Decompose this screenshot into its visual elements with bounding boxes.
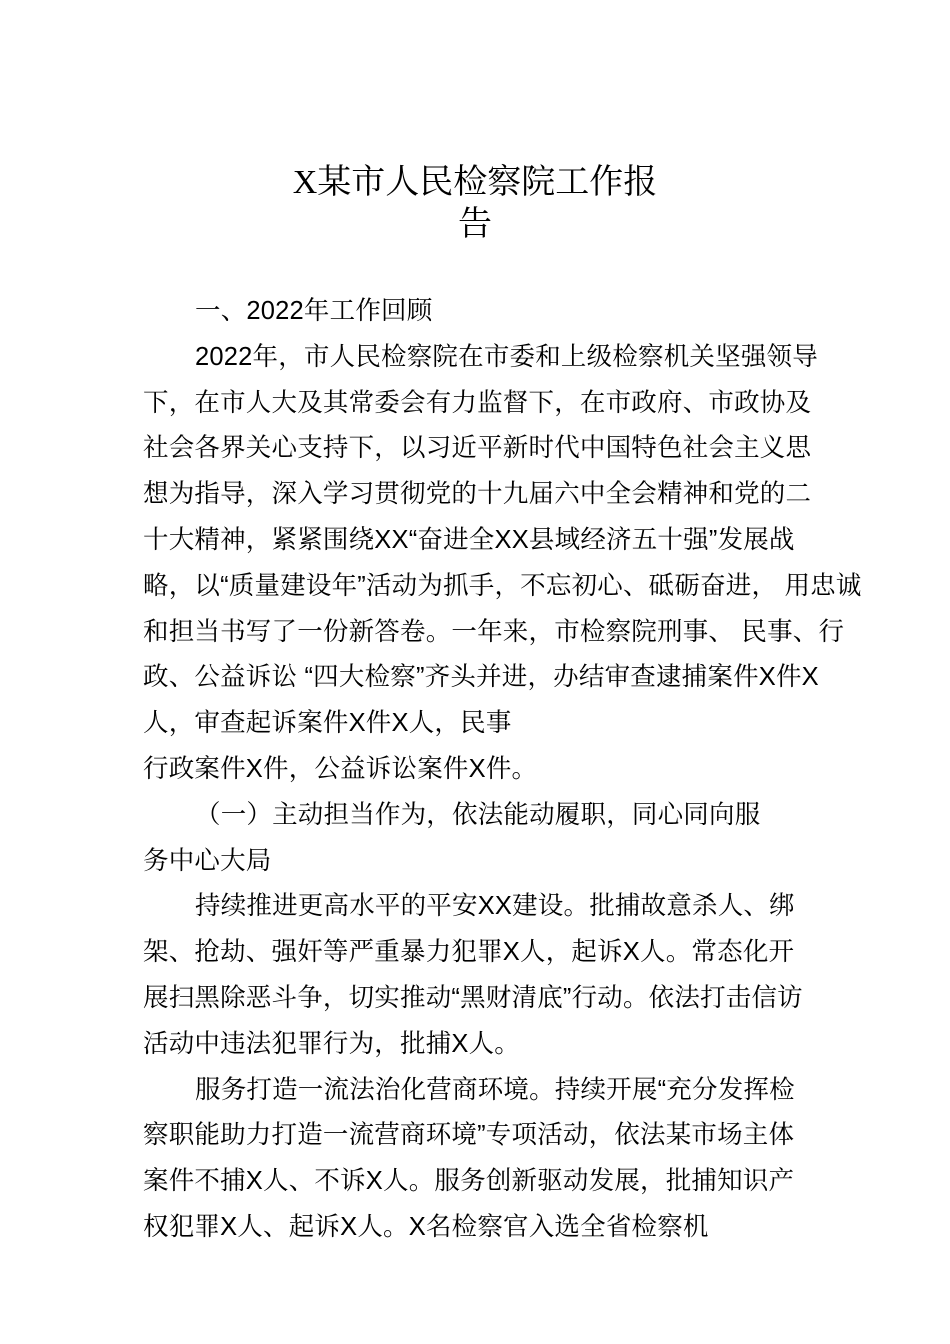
paragraph-line: 架、抢劫、强奸等严重暴力犯罪X人，起诉X人。常态化开 xyxy=(143,938,795,967)
paragraph-line: 想为指导，深入学习贯彻党的十九届六中全会精神和党的二 xyxy=(143,480,812,509)
paragraph-line: 2022年，市人民检察院在市委和上级检察机关坚强领导 xyxy=(195,342,818,371)
subsection-heading-cont: 务中心大局 xyxy=(143,846,272,875)
paragraph-line: 案件不捕X人、不诉X人。服务创新驱动发展，批捕知识产 xyxy=(143,1167,795,1196)
document-title-line-2: 告 xyxy=(458,206,492,243)
paragraph-line: 下，在市人大及其常委会有力监督下，在市政府、市政协及 xyxy=(143,388,812,417)
paragraph-line: 政、公益诉讼 “四大检察”齐头并进，办结审查逮捕案件X件X xyxy=(143,663,819,692)
paragraph-line: 服务打造一流法治化营商环境。持续开展“充分发挥检 xyxy=(195,1075,795,1104)
paragraph-line: 权犯罪X人、起诉X人。X名检察官入选全省检察机 xyxy=(143,1212,709,1241)
paragraph-line: 十大精神，紧紧围绕XX“奋进全XX县域经济五十强”发展战 xyxy=(143,525,795,554)
paragraph-line: 持续推进更高水平的平安XX建设。批捕故意杀人、绑 xyxy=(195,892,795,921)
paragraph-line: 和担当书写了一份新答卷。一年来，市检察院刑事、 民事、行 xyxy=(143,617,845,646)
paragraph-line: 社会各界关心支持下，以习近平新时代中国特色社会主义思 xyxy=(143,434,812,463)
section-heading: 一、2022年工作回顾 xyxy=(195,297,433,325)
paragraph-line: 行政案件X件，公益诉讼案件X件。 xyxy=(143,754,538,783)
paragraph-line: 人，审查起诉案件X件X人，民事 xyxy=(143,709,512,738)
document-body xyxy=(143,289,862,1251)
paragraph-line: 活动中违法犯罪行为，批捕X人。 xyxy=(143,1029,521,1058)
subsection-heading: （一）主动担当作为，依法能动履职，同心同向服 xyxy=(195,800,761,829)
paragraph-line: 察职能助力打造一流营商环境”专项活动，依法某市场主体 xyxy=(143,1121,795,1150)
paragraph-line: 略，以“质量建设年”活动为抓手，不忘初心、砥砺奋进， 用忠诚 xyxy=(143,571,862,600)
document-title-line-1: X某市人民检察院工作报 xyxy=(292,164,658,201)
paragraph-line: 展扫黑除恶斗争，切实推动“黑财清底”行动。依法打击信访 xyxy=(143,983,803,1012)
